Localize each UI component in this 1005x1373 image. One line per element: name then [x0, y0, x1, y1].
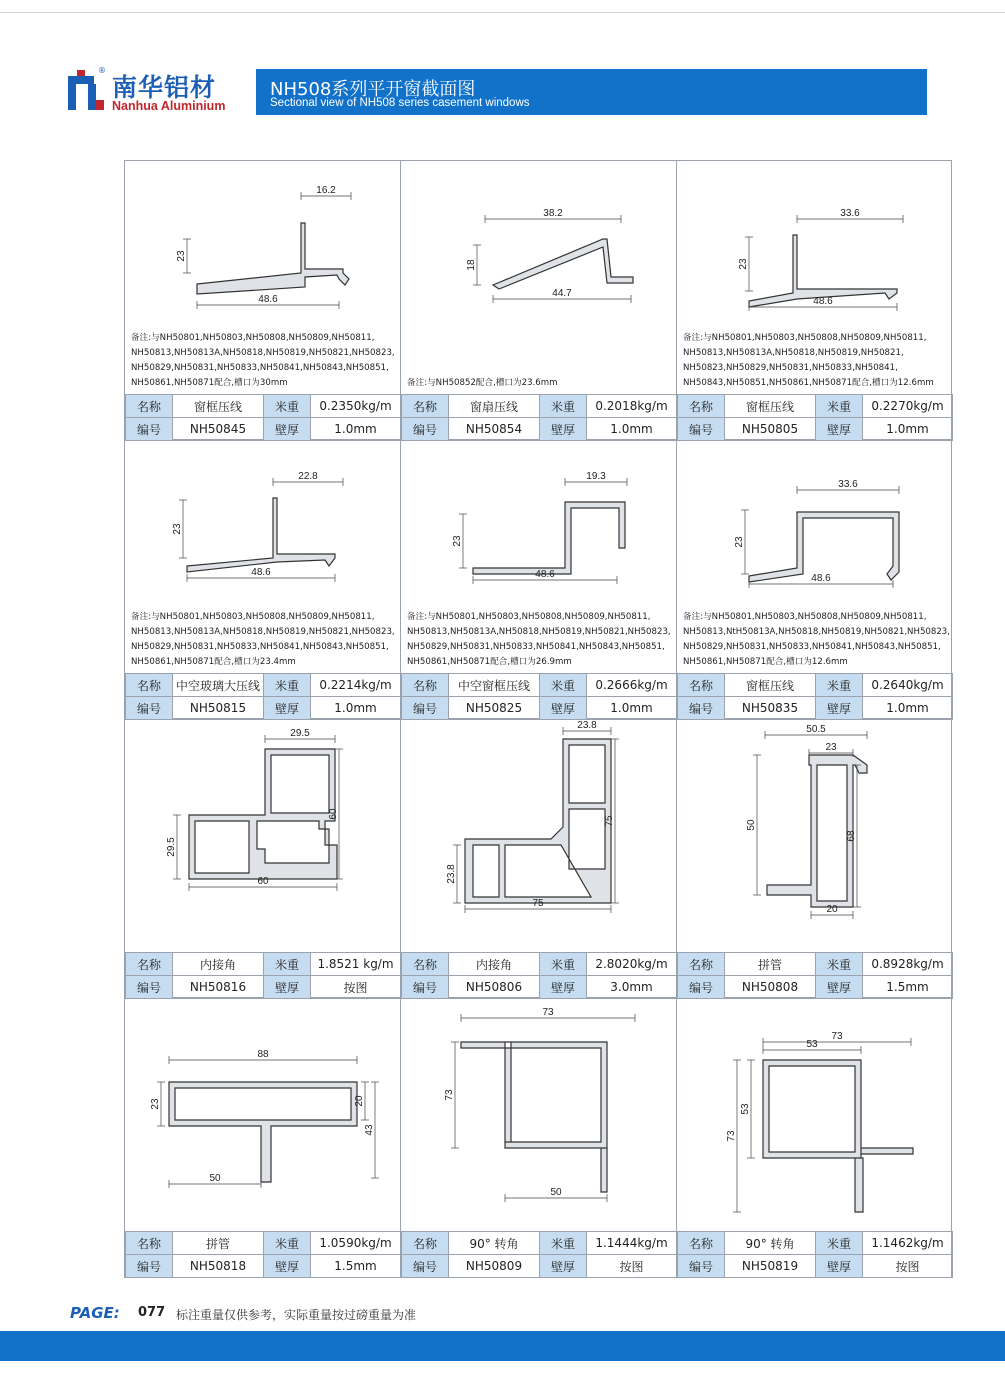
spec-table — [125, 673, 401, 719]
weight-label: 米重 — [816, 953, 863, 976]
code-label: 编号 — [678, 697, 725, 720]
top-rule — [0, 12, 1005, 13]
profile-name: 内接角 — [173, 953, 264, 976]
profile-code: NH50816 — [173, 976, 264, 999]
spec-table — [125, 394, 401, 440]
profile-code: NH50818 — [173, 1255, 264, 1278]
profile-cell — [125, 440, 401, 719]
wall-label: 壁厚 — [816, 976, 863, 999]
wall-label: 壁厚 — [816, 418, 863, 441]
registered-mark: ® — [98, 66, 106, 75]
fit-note-line: NH50861,NH50871配合,槽口为12.6mm — [683, 657, 848, 667]
dimension-label: 23 — [738, 258, 749, 270]
wall-thickness: 1.0mm — [587, 697, 677, 720]
code-label: 编号 — [678, 1255, 725, 1278]
dimension-label: 73 — [444, 1089, 455, 1101]
profile-name: 拼管 — [173, 1232, 264, 1255]
fit-note — [131, 331, 395, 391]
profile-drawing — [677, 998, 953, 1231]
name-label: 名称 — [678, 395, 725, 418]
dimension-label: 18 — [466, 259, 477, 271]
profile-cell — [125, 161, 401, 440]
dimension-label: 43 — [364, 1124, 375, 1136]
spec-table — [401, 673, 677, 719]
wall-thickness: 1.0mm — [587, 418, 677, 441]
fit-note-line: 备注:与NH50801,NH50803,NH50808,NH50809,NH50811, — [131, 333, 375, 343]
fit-note-line: NH50829,NH50831,NH50833,NH50841,NH50843,NH50851, — [131, 363, 389, 373]
spec-table — [401, 394, 677, 440]
dimension-label: 22.8 — [298, 471, 318, 482]
dimension-label: 23 — [176, 250, 187, 262]
weight-label: 米重 — [540, 953, 587, 976]
name-label: 名称 — [402, 395, 449, 418]
wall-thickness: 3.0mm — [587, 976, 677, 999]
profile-name: 90° 转角 — [449, 1232, 540, 1255]
page-subtitle: Sectional view of NH508 series casement windows — [270, 97, 530, 109]
profile-code: NH50854 — [449, 418, 540, 441]
fit-note-line: NH50861,NH50871配合,槽口为30mm — [131, 378, 288, 388]
profile-name: 中空玻璃大压线 — [173, 674, 264, 697]
profile-code: NH50835 — [725, 697, 816, 720]
dimension-label: 75 — [532, 898, 544, 909]
profile-weight: 0.2270kg/m — [863, 395, 953, 418]
profile-name: 内接角 — [449, 953, 540, 976]
footer-note: 标注重量仅供参考，实际重量按过磅重量为准 — [176, 1308, 417, 1322]
dimension-label: 29.5 — [166, 837, 177, 857]
name-label: 名称 — [402, 674, 449, 697]
brand-name-cn: 南华铝材 — [112, 73, 217, 102]
wall-label: 壁厚 — [816, 1255, 863, 1278]
name-label: 名称 — [126, 674, 173, 697]
profile-section — [465, 739, 611, 903]
dimension-label: 44.7 — [552, 288, 572, 299]
profile-drawing — [401, 719, 677, 952]
fit-note — [131, 610, 395, 670]
page-label: PAGE: — [70, 1304, 120, 1322]
profile-name: 窗框压线 — [725, 674, 816, 697]
dimension-label: 50 — [550, 1187, 562, 1198]
profile-grid — [124, 160, 952, 1278]
profile-code: NH50806 — [449, 976, 540, 999]
page-number: 077 — [138, 1305, 166, 1320]
wall-thickness: 按图 — [311, 976, 401, 999]
fit-note-line: NH50813,NH50813A,NH50818,NH50819,NH50821, — [683, 348, 904, 358]
dimension-label: 20 — [826, 904, 838, 915]
profile-cell — [677, 440, 951, 719]
spec-table — [677, 952, 953, 998]
footer-bar — [0, 1331, 1005, 1361]
wall-label: 壁厚 — [540, 976, 587, 999]
wall-label: 壁厚 — [540, 697, 587, 720]
fit-note-line: 备注:与NH50801,NH50803,NH50808,NH50809,NH50811, — [131, 612, 375, 622]
wall-thickness: 1.5mm — [311, 1255, 401, 1278]
profile-weight: 0.8928kg/m — [863, 953, 953, 976]
dimension-label: 73 — [726, 1130, 737, 1142]
fit-note-line: 备注:与NH50801,NH50803,NH50808,NH50809,NH50811, — [407, 612, 651, 622]
fit-note — [683, 331, 934, 391]
fit-note-line: NH50829,NH50831,NH50833,NH50841,NH50843,NH50851, — [683, 642, 941, 652]
profile-cell — [677, 161, 951, 440]
weight-label: 米重 — [264, 674, 311, 697]
spec-table — [677, 394, 953, 440]
fit-note-line: NH50813,NH50813A,NH50818,NH50819,NH50821,NH50823, — [407, 627, 671, 637]
weight-label: 米重 — [816, 674, 863, 697]
name-label: 名称 — [126, 395, 173, 418]
profile-section — [169, 1082, 357, 1182]
profile-cell — [401, 719, 677, 998]
wall-label: 壁厚 — [264, 697, 311, 720]
profile-weight: 0.2018kg/m — [587, 395, 677, 418]
profile-code: NH50815 — [173, 697, 264, 720]
fit-note-line: NH50829,NH50831,NH50833,NH50841,NH50843,NH50851, — [131, 642, 389, 652]
name-label: 名称 — [678, 953, 725, 976]
profile-name: 窗框压线 — [725, 395, 816, 418]
dimension-label: 23 — [172, 523, 183, 535]
dimension-label: 23.8 — [577, 720, 597, 731]
fit-note-line: NH50829,NH50831,NH50833,NH50841,NH50843,NH50851, — [407, 642, 665, 652]
code-label: 编号 — [126, 697, 173, 720]
spec-table — [401, 1231, 677, 1277]
dimension-label: 53 — [806, 1039, 818, 1050]
weight-label: 米重 — [264, 1232, 311, 1255]
weight-label: 米重 — [540, 395, 587, 418]
dimension-label: 33.6 — [838, 479, 858, 490]
brand-name-en: Nanhua Aluminium — [112, 99, 226, 113]
profile-code: NH50808 — [725, 976, 816, 999]
profile-drawing — [401, 998, 677, 1231]
wall-thickness: 1.0mm — [311, 697, 401, 720]
fit-note-line: NH50813,NH50813A,NH50818,NH50819,NH50821,NH50823, — [131, 348, 395, 358]
code-label: 编号 — [402, 418, 449, 441]
code-label: 编号 — [126, 1255, 173, 1278]
brand-logo — [68, 66, 248, 120]
wall-thickness: 1.0mm — [311, 418, 401, 441]
weight-label: 米重 — [540, 674, 587, 697]
dimension-label: 16.2 — [316, 185, 336, 196]
spec-table — [677, 673, 953, 719]
profile-code: NH50825 — [449, 697, 540, 720]
fit-note-line: NH50843,NH50851,NH50861,NH50871配合,槽口为12.6mm — [683, 378, 934, 388]
fit-note-line: NH50861,NH50871配合,槽口为23.4mm — [131, 657, 296, 667]
dimension-label: 60 — [328, 808, 339, 820]
profile-cell — [401, 161, 677, 440]
fit-note-line: NH50823,NH50829,NH50831,NH50833,NH50841, — [683, 363, 898, 373]
dimension-label: 29.5 — [290, 728, 310, 739]
profile-weight: 0.2350kg/m — [311, 395, 401, 418]
profile-cell — [677, 719, 951, 998]
wall-thickness: 按图 — [863, 1255, 953, 1278]
dimension-label: 23 — [452, 535, 463, 547]
profile-name: 窗框压线 — [173, 395, 264, 418]
profile-name: 拼管 — [725, 953, 816, 976]
name-label: 名称 — [126, 953, 173, 976]
dimension-label: 73 — [542, 1007, 554, 1018]
profile-code: NH50819 — [725, 1255, 816, 1278]
profile-cell — [677, 998, 951, 1277]
profile-weight: 1.0590kg/m — [311, 1232, 401, 1255]
profile-section — [493, 239, 633, 289]
dimension-label: 50 — [746, 819, 757, 831]
fit-note-line: NH50813,NtH50813A,NH50818,NH50819,NH50821,NH50823, — [683, 627, 951, 637]
dimension-label: 20 — [354, 1095, 365, 1107]
profile-weight: 1.1462kg/m — [863, 1232, 953, 1255]
profile-section — [473, 502, 625, 574]
spec-table — [401, 952, 677, 998]
profile-cell — [401, 440, 677, 719]
dimension-label: 19.3 — [586, 471, 606, 482]
dimension-label: 48.6 — [251, 567, 271, 578]
weight-label: 米重 — [264, 953, 311, 976]
profile-name: 窗扇压线 — [449, 395, 540, 418]
wall-thickness: 1.0mm — [863, 697, 953, 720]
profile-drawing — [125, 719, 401, 952]
dimension-label: 48.6 — [811, 573, 831, 584]
wall-label: 壁厚 — [540, 418, 587, 441]
wall-label: 壁厚 — [540, 1255, 587, 1278]
profile-section — [187, 498, 335, 572]
dimension-label: 23.8 — [446, 864, 457, 884]
fit-note-line: NH50861,NH50871配合,槽口为26.9mm — [407, 657, 572, 667]
code-label: 编号 — [126, 976, 173, 999]
dimension-label: 88 — [257, 1049, 269, 1060]
code-label: 编号 — [126, 418, 173, 441]
profile-drawing — [677, 719, 953, 952]
wall-label: 壁厚 — [264, 1255, 311, 1278]
spec-table — [125, 1231, 401, 1277]
dimension-label: 48.6 — [258, 294, 278, 305]
fit-note — [683, 610, 950, 670]
profile-section — [189, 749, 337, 879]
header-banner — [256, 69, 927, 115]
dimension-label: 23 — [150, 1098, 161, 1110]
dimension-label: 50 — [209, 1173, 221, 1184]
profile-weight: 0.2666kg/m — [587, 674, 677, 697]
profile-weight: 2.8020kg/m — [587, 953, 677, 976]
spec-table — [677, 1231, 953, 1277]
profile-section — [763, 1060, 913, 1212]
dimension-label: 38.2 — [543, 208, 563, 219]
profile-code: NH50845 — [173, 418, 264, 441]
profile-weight: 1.8521 kg/m — [311, 953, 401, 976]
dimension-label: 48.6 — [813, 296, 833, 307]
dimension-label: 23 — [825, 742, 837, 753]
profile-section — [749, 512, 899, 582]
code-label: 编号 — [678, 418, 725, 441]
profile-name: 中空窗框压线 — [449, 674, 540, 697]
name-label: 名称 — [678, 674, 725, 697]
wall-label: 壁厚 — [264, 976, 311, 999]
name-label: 名称 — [126, 1232, 173, 1255]
weight-label: 米重 — [264, 395, 311, 418]
profile-section — [197, 223, 349, 294]
code-label: 编号 — [402, 1255, 449, 1278]
wall-label: 壁厚 — [816, 697, 863, 720]
wall-label: 壁厚 — [264, 418, 311, 441]
fit-note-line: 备注:与NH50801,NH50803,NH50808,NH50809,NH50811, — [683, 333, 927, 343]
name-label: 名称 — [402, 1232, 449, 1255]
profile-code: NH50805 — [725, 418, 816, 441]
wall-thickness: 按图 — [587, 1255, 677, 1278]
profile-name: 90° 转角 — [725, 1232, 816, 1255]
profile-weight: 0.2640kg/m — [863, 674, 953, 697]
profile-cell — [125, 719, 401, 998]
profile-drawing — [125, 998, 401, 1231]
dimension-label: 68 — [846, 830, 857, 842]
fit-note-line: 备注:与NH50801,NH50803,NH50808,NH50809,NH50811, — [683, 612, 927, 622]
dimension-label: 50.5 — [806, 724, 826, 735]
dimension-label: 23 — [734, 536, 745, 548]
dimension-label: 53 — [740, 1103, 751, 1115]
fit-note — [407, 376, 557, 391]
page-title: NH508系列平开窗截面图 — [270, 79, 476, 100]
code-label: 编号 — [402, 697, 449, 720]
code-label: 编号 — [678, 976, 725, 999]
dimension-label: 60 — [257, 876, 269, 887]
dimension-label: 33.6 — [840, 208, 860, 219]
fit-note-line: 备注:与NH50852配合,槽口为23.6mm — [407, 378, 558, 388]
profile-weight: 1.1444kg/m — [587, 1232, 677, 1255]
name-label: 名称 — [402, 953, 449, 976]
logo-mark-icon — [68, 70, 104, 110]
profile-cell — [125, 998, 401, 1277]
fit-note — [407, 610, 671, 670]
weight-label: 米重 — [540, 1232, 587, 1255]
fit-note-line: NH50813,NH50813A,NH50818,NH50819,NH50821,NH50823, — [131, 627, 395, 637]
profile-weight: 0.2214kg/m — [311, 674, 401, 697]
code-label: 编号 — [402, 976, 449, 999]
dimension-label: 75 — [604, 815, 615, 827]
wall-thickness: 1.0mm — [863, 418, 953, 441]
weight-label: 米重 — [816, 395, 863, 418]
profile-cell — [401, 998, 677, 1277]
wall-thickness: 1.5mm — [863, 976, 953, 999]
profile-drawing — [401, 161, 677, 394]
dimension-label: 48.6 — [535, 569, 555, 580]
spec-table — [125, 952, 401, 998]
profile-code: NH50809 — [449, 1255, 540, 1278]
profile-section — [461, 1042, 607, 1192]
weight-label: 米重 — [816, 1232, 863, 1255]
name-label: 名称 — [678, 1232, 725, 1255]
dimension-label: 73 — [831, 1031, 843, 1042]
